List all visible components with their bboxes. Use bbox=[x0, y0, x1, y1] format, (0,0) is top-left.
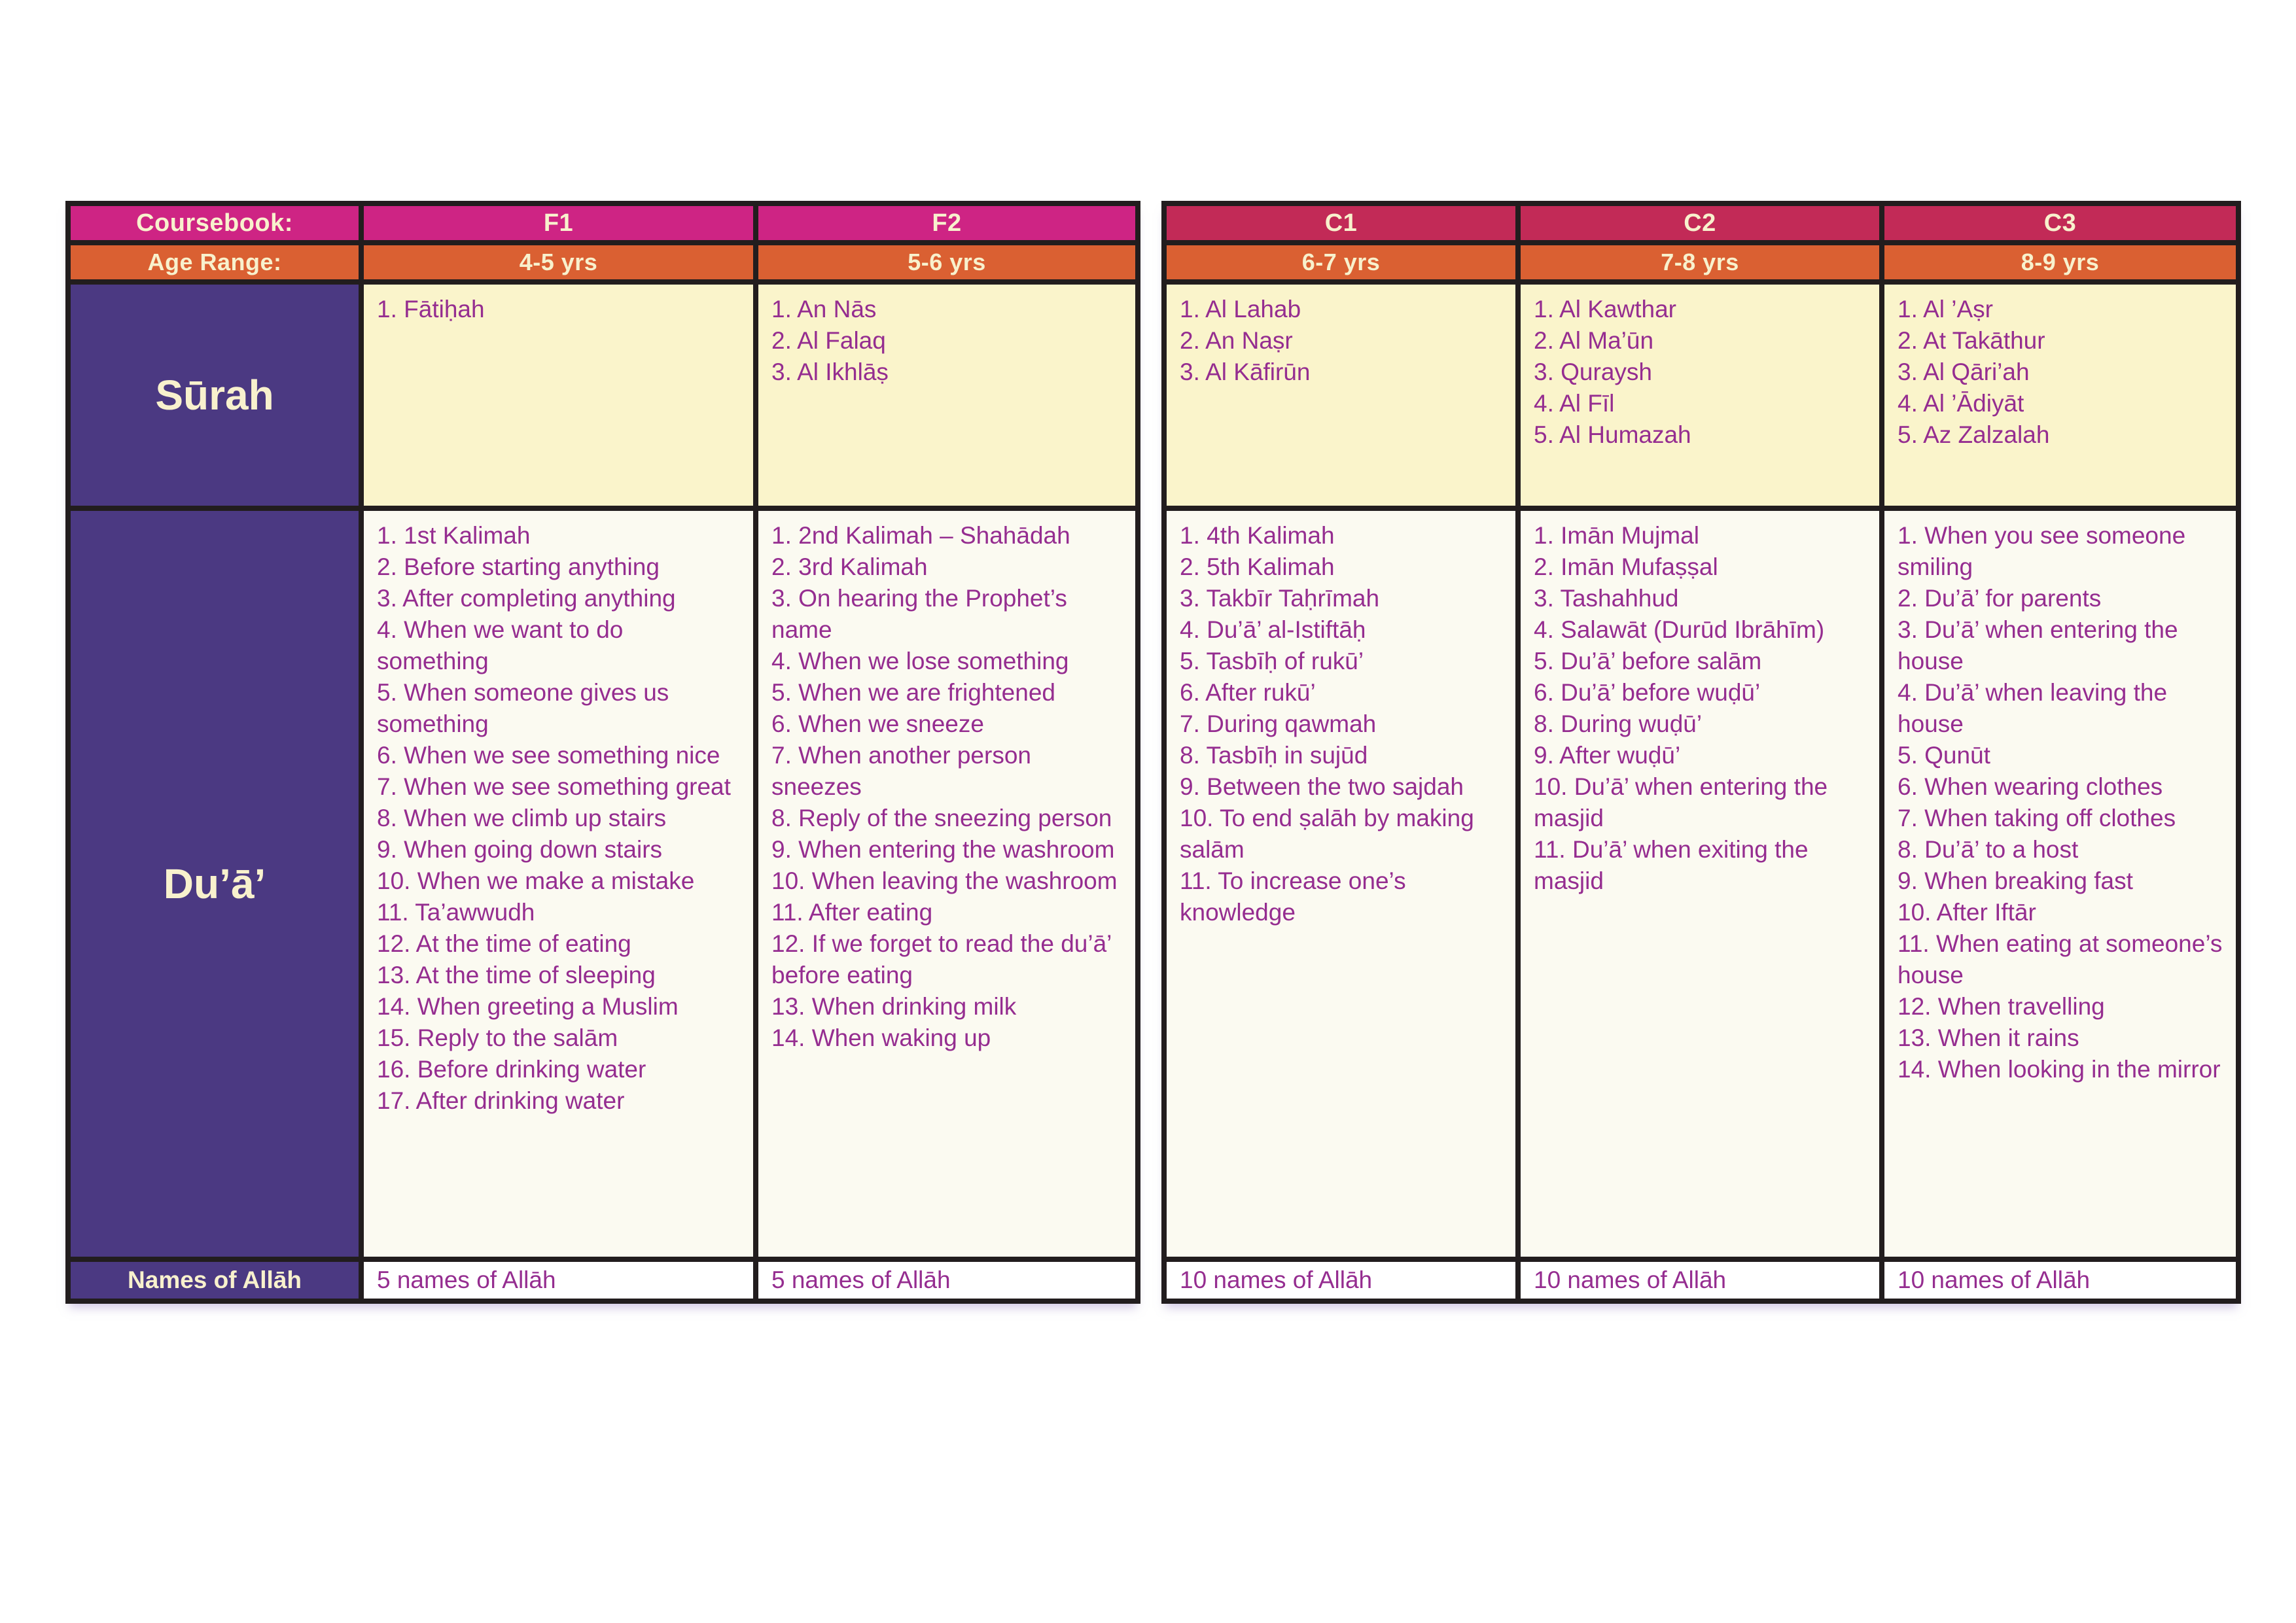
list-item: 11. When eating at someone’s house bbox=[1898, 930, 2229, 988]
age-range-c2: 7-8 yrs bbox=[1521, 245, 1879, 279]
list-item: 2. An Naṣr bbox=[1180, 327, 1293, 354]
list-item: 5. When someone gives us something bbox=[377, 679, 676, 737]
list-item: 5. When we are frightened bbox=[771, 679, 1055, 706]
list-item: 16. Before drinking water bbox=[377, 1056, 646, 1083]
list-item: 1. Al Kawthar bbox=[1534, 296, 1677, 323]
list-item: 5. Qunūt bbox=[1898, 742, 1990, 769]
age-range-row-label: Age Range: bbox=[71, 245, 359, 279]
list-item: 13. When drinking milk bbox=[771, 993, 1017, 1020]
list-item: 6. After rukū’ bbox=[1180, 679, 1316, 706]
list-item: 13. When it rains bbox=[1898, 1024, 2079, 1051]
list-item: 6. When wearing clothes bbox=[1898, 773, 2163, 800]
list-item: 8. Reply of the sneezing person bbox=[771, 805, 1112, 831]
list-item: 11. Ta’awwudh bbox=[377, 899, 535, 926]
age-range-c1: 6-7 yrs bbox=[1167, 245, 1515, 279]
list-item: 5. Du’ā’ before salām bbox=[1534, 648, 1762, 674]
list-item: 9. After wuḍū’ bbox=[1534, 742, 1681, 769]
list-item: 1. Al Lahab bbox=[1180, 296, 1301, 323]
list-item: 1. 4th Kalimah bbox=[1180, 522, 1335, 549]
surah-list-c3 bbox=[1884, 285, 2236, 506]
dua-list-c1 bbox=[1167, 511, 1515, 1257]
list-item: 8. During wuḍū’ bbox=[1534, 710, 1703, 737]
column-header-c3: C3 bbox=[1884, 206, 2236, 240]
list-item: 7. During qawmah bbox=[1180, 710, 1377, 737]
list-item: 17. After drinking water bbox=[377, 1087, 625, 1114]
list-item: 3. Al Qāri’ah bbox=[1898, 358, 2030, 385]
surah-list-f2 bbox=[758, 285, 1135, 506]
list-item: 1. Fātiḥah bbox=[377, 296, 485, 323]
dua-list-c3 bbox=[1884, 511, 2236, 1257]
dua-list-c2 bbox=[1521, 511, 1879, 1257]
names-count-c3: 10 names of Allāh bbox=[1884, 1262, 2236, 1299]
list-item: 3. After completing anything bbox=[377, 585, 676, 612]
surah-row-label: Sūrah bbox=[71, 285, 359, 506]
list-item: 2. Imān Mufaṣṣal bbox=[1534, 553, 1718, 580]
names-count-f1: 5 names of Allāh bbox=[364, 1262, 753, 1299]
names-count-c2: 10 names of Allāh bbox=[1521, 1262, 1879, 1299]
foundation-table bbox=[65, 201, 1140, 1304]
list-item: 3. On hearing the Prophet’s name bbox=[771, 585, 1074, 643]
list-item: 11. Du’ā’ when exiting the masjid bbox=[1534, 836, 1815, 894]
column-header-f2: F2 bbox=[758, 206, 1135, 240]
list-item: 2. 5th Kalimah bbox=[1180, 553, 1335, 580]
dua-list-f2 bbox=[758, 511, 1135, 1257]
list-item: 11. To increase one’s knowledge bbox=[1180, 867, 1413, 926]
list-item: 2. Al Ma’ūn bbox=[1534, 327, 1654, 354]
dua-list-f1 bbox=[364, 511, 753, 1257]
list-item: 14. When waking up bbox=[771, 1024, 991, 1051]
list-item: 4. Du’ā’ al-Istiftāḥ bbox=[1180, 616, 1366, 643]
list-item: 5. Tasbīḥ of rukū’ bbox=[1180, 648, 1364, 674]
list-item: 6. When we sneeze bbox=[771, 710, 984, 737]
list-item: 5. Al Humazah bbox=[1534, 421, 1691, 448]
coursebook-row-label: Coursebook: bbox=[71, 206, 359, 240]
list-item: 6. Du’ā’ before wuḍū’ bbox=[1534, 679, 1761, 706]
list-item: 3. Takbīr Taḥrīmah bbox=[1180, 585, 1380, 612]
column-header-c1: C1 bbox=[1167, 206, 1515, 240]
list-item: 7. When we see something great bbox=[377, 773, 731, 800]
names-count-f2: 5 names of Allāh bbox=[758, 1262, 1135, 1299]
column-header-f1: F1 bbox=[364, 206, 753, 240]
list-item: 3. Du’ā’ when entering the house bbox=[1898, 616, 2185, 674]
list-item: 1. 2nd Kalimah – Shahādah bbox=[771, 522, 1070, 549]
names-row-label: Names of Allāh bbox=[71, 1262, 359, 1299]
list-item: 9. When going down stairs bbox=[377, 836, 663, 863]
list-item: 3. Quraysh bbox=[1534, 358, 1652, 385]
list-item: 9. When entering the washroom bbox=[771, 836, 1115, 863]
list-item: 2. Before starting anything bbox=[377, 553, 660, 580]
list-item: 4. When we want to do something bbox=[377, 616, 630, 674]
age-range-f2: 5-6 yrs bbox=[758, 245, 1135, 279]
dua-row-label: Du’ā’ bbox=[71, 511, 359, 1257]
list-item: 8. When we climb up stairs bbox=[377, 805, 667, 831]
list-item: 4. Salawāt (Durūd Ibrāhīm) bbox=[1534, 616, 1825, 643]
list-item: 10. Du’ā’ when entering the masjid bbox=[1534, 773, 1835, 831]
list-item: 10. When leaving the washroom bbox=[771, 867, 1118, 894]
surah-list-c2 bbox=[1521, 285, 1879, 506]
list-item: 13. At the time of sleeping bbox=[377, 962, 656, 988]
list-item: 1. An Nās bbox=[771, 296, 877, 323]
list-item: 11. After eating bbox=[771, 899, 933, 926]
list-item: 10. After Iftār bbox=[1898, 899, 2036, 926]
list-item: 2. Al Falaq bbox=[771, 327, 886, 354]
list-item: 4. Al ’Ādiyāt bbox=[1898, 390, 2024, 417]
list-item: 12. At the time of eating bbox=[377, 930, 631, 957]
column-header-c2: C2 bbox=[1521, 206, 1879, 240]
age-range-c3: 8-9 yrs bbox=[1884, 245, 2236, 279]
list-item: 4. Du’ā’ when leaving the house bbox=[1898, 679, 2174, 737]
list-item: 15. Reply to the salām bbox=[377, 1024, 618, 1051]
list-item: 5. Az Zalzalah bbox=[1898, 421, 2050, 448]
list-item: 2. 3rd Kalimah bbox=[771, 553, 928, 580]
list-item: 6. When we see something nice bbox=[377, 742, 720, 769]
list-item: 1. When you see someone smiling bbox=[1898, 522, 2193, 580]
list-item: 2. At Takāthur bbox=[1898, 327, 2045, 354]
list-item: 4. Al Fīl bbox=[1534, 390, 1615, 417]
list-item: 10. To end ṣalāh by making salām bbox=[1180, 805, 1481, 863]
list-item: 8. Du’ā’ to a host bbox=[1898, 836, 2079, 863]
age-range-f1: 4-5 yrs bbox=[364, 245, 753, 279]
list-item: 9. When breaking fast bbox=[1898, 867, 2133, 894]
list-item: 10. When we make a mistake bbox=[377, 867, 695, 894]
list-item: 3. Al Kāfirūn bbox=[1180, 358, 1311, 385]
list-item: 1. Al ’Aṣr bbox=[1898, 296, 1993, 323]
list-item: 9. Between the two sajdah bbox=[1180, 773, 1464, 800]
list-item: 8. Tasbīḥ in sujūd bbox=[1180, 742, 1368, 769]
list-item: 14. When looking in the mirror bbox=[1898, 1056, 2221, 1083]
list-item: 4. When we lose something bbox=[771, 648, 1069, 674]
surah-list-c1 bbox=[1167, 285, 1515, 506]
surah-list-f1 bbox=[364, 285, 753, 506]
list-item: 1. Imān Mujmal bbox=[1534, 522, 1699, 549]
list-item: 7. When another person sneezes bbox=[771, 742, 1038, 800]
list-item: 1. 1st Kalimah bbox=[377, 522, 531, 549]
names-count-c1: 10 names of Allāh bbox=[1167, 1262, 1515, 1299]
list-item: 14. When greeting a Muslim bbox=[377, 993, 679, 1020]
core-table bbox=[1161, 201, 2241, 1304]
list-item: 2. Du’ā’ for parents bbox=[1898, 585, 2102, 612]
list-item: 12. If we forget to read the du’ā’ before eating bbox=[771, 930, 1118, 988]
list-item: 7. When taking off clothes bbox=[1898, 805, 2176, 831]
list-item: 3. Al Ikhlāṣ bbox=[771, 358, 889, 385]
list-item: 12. When travelling bbox=[1898, 993, 2105, 1020]
list-item: 3. Tashahhud bbox=[1534, 585, 1679, 612]
